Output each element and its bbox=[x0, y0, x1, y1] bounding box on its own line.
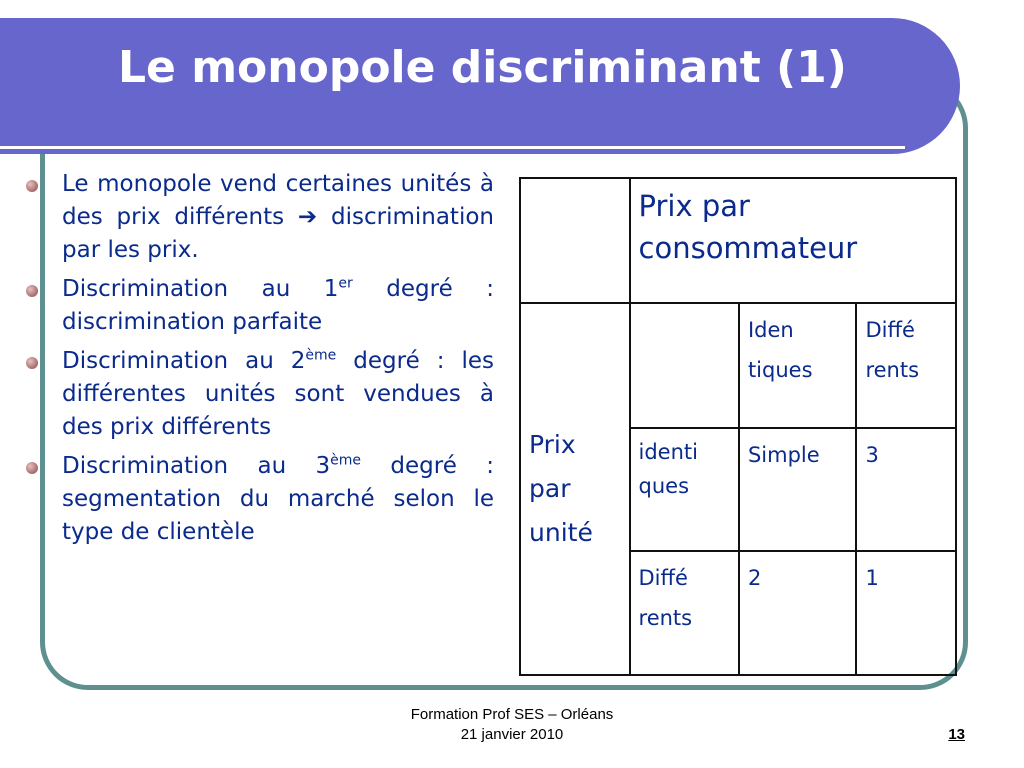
table-cell: 1 bbox=[856, 551, 956, 675]
bullet-item bbox=[24, 273, 494, 339]
sub-col-differents: Diffé rents bbox=[856, 303, 956, 428]
bullet-item bbox=[24, 168, 494, 267]
bullet-text: Discrimination au 1er degré : discrimination parfaite bbox=[62, 275, 495, 335]
table-empty-cell bbox=[630, 303, 739, 428]
page-number: 13 bbox=[948, 726, 965, 743]
slide-title: Le monopole discriminant (1) bbox=[118, 42, 847, 93]
col-header-prix-par-consommateur: Prix par consommateur bbox=[630, 178, 956, 303]
bullet-text: Discrimination au 2ème degré : les différentes unités sont vendues à des prix différents bbox=[62, 347, 494, 440]
bullet-icon bbox=[26, 462, 38, 474]
bullet-text: Discrimination au 3ème degré : segmentation du marché selon le type de clientèle bbox=[62, 452, 495, 545]
bullet-icon bbox=[26, 357, 38, 369]
sub-col-identiques: Iden tiques bbox=[739, 303, 857, 428]
row-label-identiques: identi ques bbox=[630, 428, 739, 551]
bullet-icon bbox=[26, 285, 38, 297]
row-header-prix-par-unite: Prix par unité bbox=[520, 303, 630, 675]
bullet-icon bbox=[26, 180, 38, 192]
row-label-differents: Diffé rents bbox=[630, 551, 739, 675]
title-underline bbox=[0, 146, 905, 149]
price-discrimination-table bbox=[519, 177, 957, 676]
footer-line-1: Formation Prof SES – Orléans bbox=[410, 706, 614, 723]
right-arrow-icon: ➔ bbox=[297, 204, 318, 230]
footer-line-2: 21 janvier 2010 bbox=[460, 726, 564, 743]
table-cell: 3 bbox=[856, 428, 956, 551]
table-cell: 2 bbox=[739, 551, 857, 675]
table-cell: Simple bbox=[739, 428, 857, 551]
bullet-list bbox=[24, 168, 494, 555]
bullet-item bbox=[24, 450, 494, 549]
bullet-text: Le monopole vend certaines unités à des prix différents ➔ discrimination par les prix. bbox=[62, 171, 494, 263]
footer bbox=[380, 705, 644, 745]
bullet-item bbox=[24, 345, 494, 444]
table-corner-cell bbox=[520, 178, 630, 303]
